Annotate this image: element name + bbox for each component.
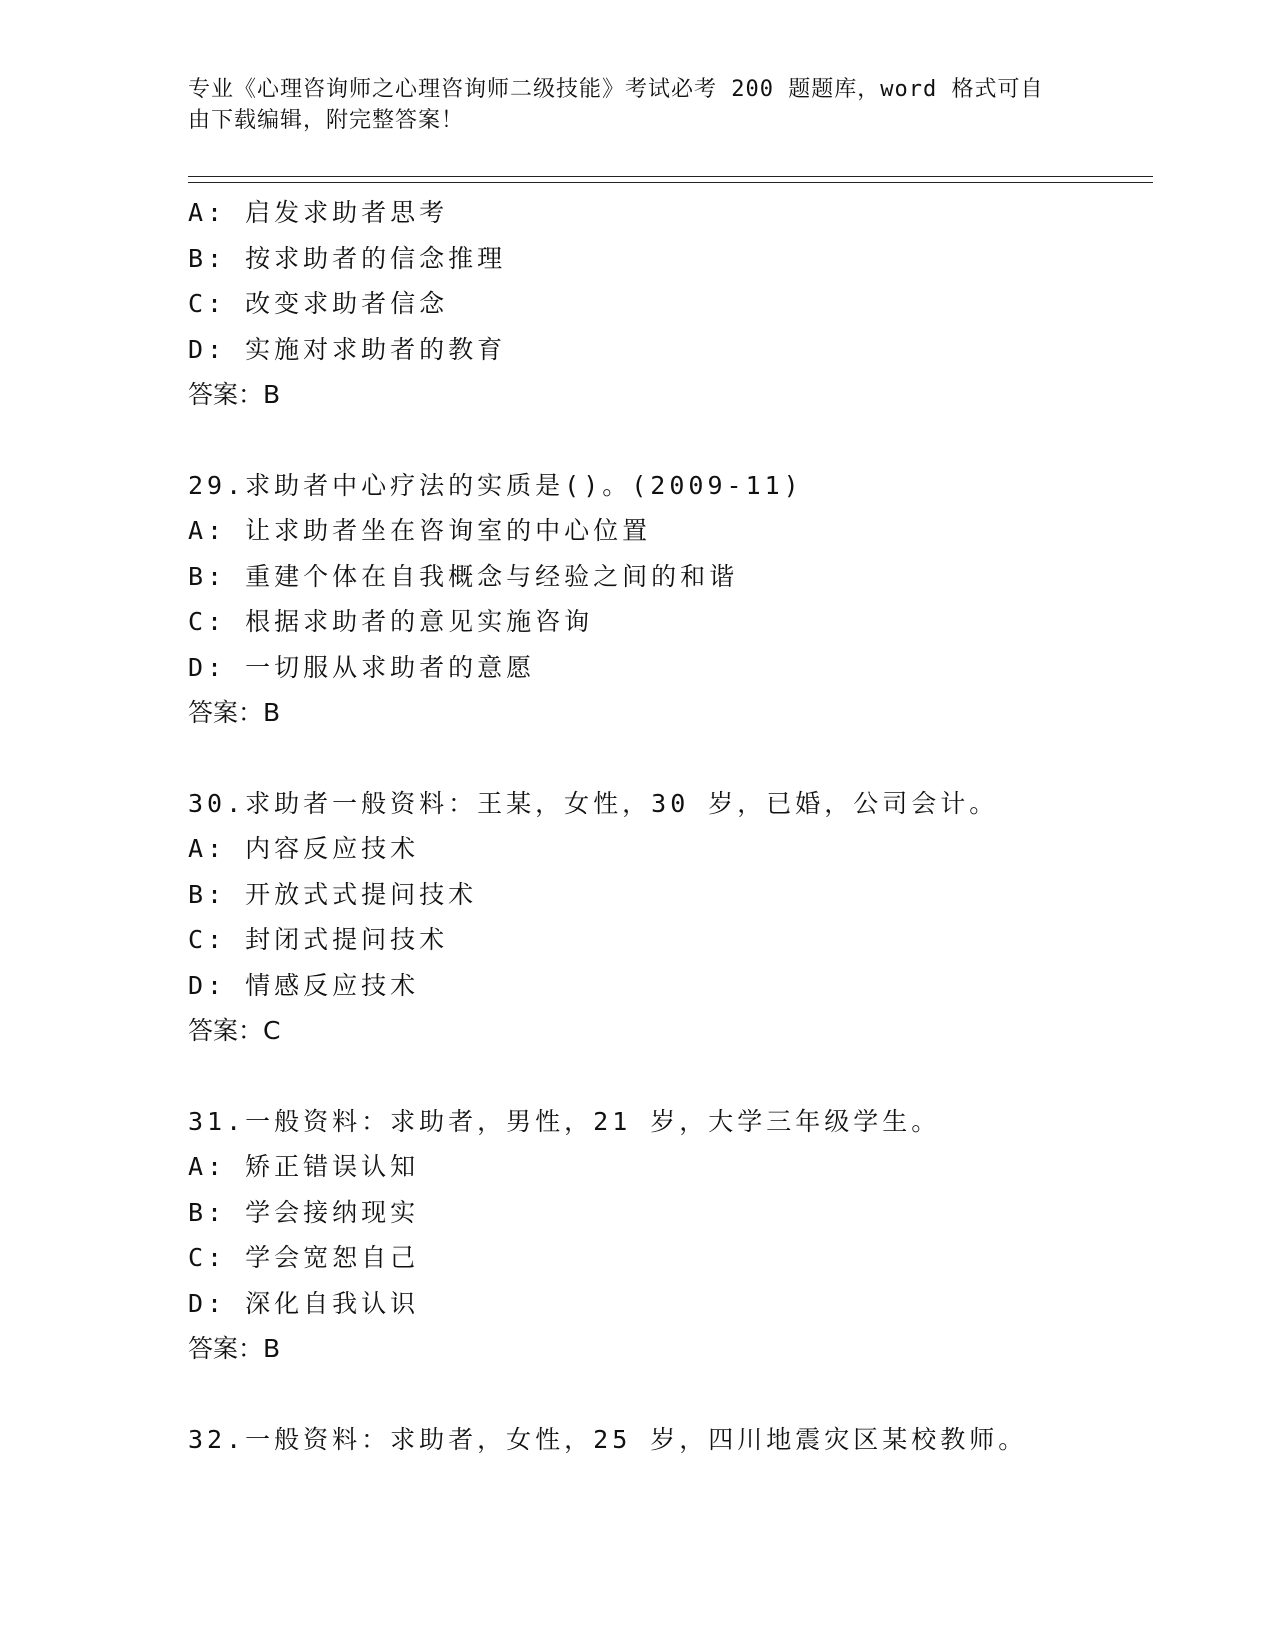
option-d: D: 实施对求助者的教育: [188, 334, 507, 364]
question-29: 29.求助者中心疗法的实质是()。(2009-11): [188, 470, 803, 500]
option-c: C: 改变求助者信念: [188, 289, 449, 318]
question-30: 30.求助者一般资料：王某，女性，30 岁，已婚，公司会计。: [188, 788, 999, 818]
header-line-2: 由下载编辑，附完整答案！: [188, 108, 465, 133]
header-line-1: 专业《心理咨询师之心理咨询师二级技能》考试必考 200 题题库，word 格式可自: [188, 77, 1044, 102]
header-divider-top: [188, 176, 1153, 177]
option-d: D: 一切服从求助者的意愿: [188, 652, 536, 682]
answer-line: 答案：B: [188, 380, 281, 409]
block-spacer: [188, 1372, 1153, 1417]
answer-line: 答案：B: [188, 1334, 281, 1363]
option-a: A: 让求助者坐在咨询室的中心位置: [188, 516, 652, 545]
block-spacer: [188, 418, 1153, 463]
option-d: D: 情感反应技术: [188, 970, 420, 1000]
block-spacer: [188, 736, 1153, 781]
option-c: C: 学会宽恕自己: [188, 1243, 420, 1272]
option-b: B: 学会接纳现实: [188, 1197, 420, 1227]
answer-line: 答案：B: [188, 698, 281, 727]
option-b: B: 开放式式提问技术: [188, 879, 478, 909]
option-a: A: 内容反应技术: [188, 834, 420, 863]
option-b: B: 重建个体在自我概念与经验之间的和谐: [188, 561, 739, 591]
answer-line: 答案：C: [188, 1016, 281, 1045]
block-spacer: [188, 1054, 1153, 1099]
option-a: A: 矫正错误认知: [188, 1152, 420, 1181]
question-31: 31.一般资料：求助者，男性，21 岁，大学三年级学生。: [188, 1106, 941, 1136]
option-a: A: 启发求助者思考: [188, 198, 449, 227]
option-c: C: 封闭式提问技术: [188, 925, 449, 954]
option-b: B: 按求助者的信念推理: [188, 243, 507, 273]
header-divider-bottom: [188, 182, 1153, 183]
question-32: 32.一般资料：求助者，女性，25 岁，四川地震灾区某校教师。: [188, 1424, 1028, 1454]
question-list: [188, 190, 1153, 1462]
option-d: D: 深化自我认识: [188, 1288, 420, 1318]
option-c: C: 根据求助者的意见实施咨询: [188, 607, 594, 636]
document-header: [188, 74, 1068, 136]
